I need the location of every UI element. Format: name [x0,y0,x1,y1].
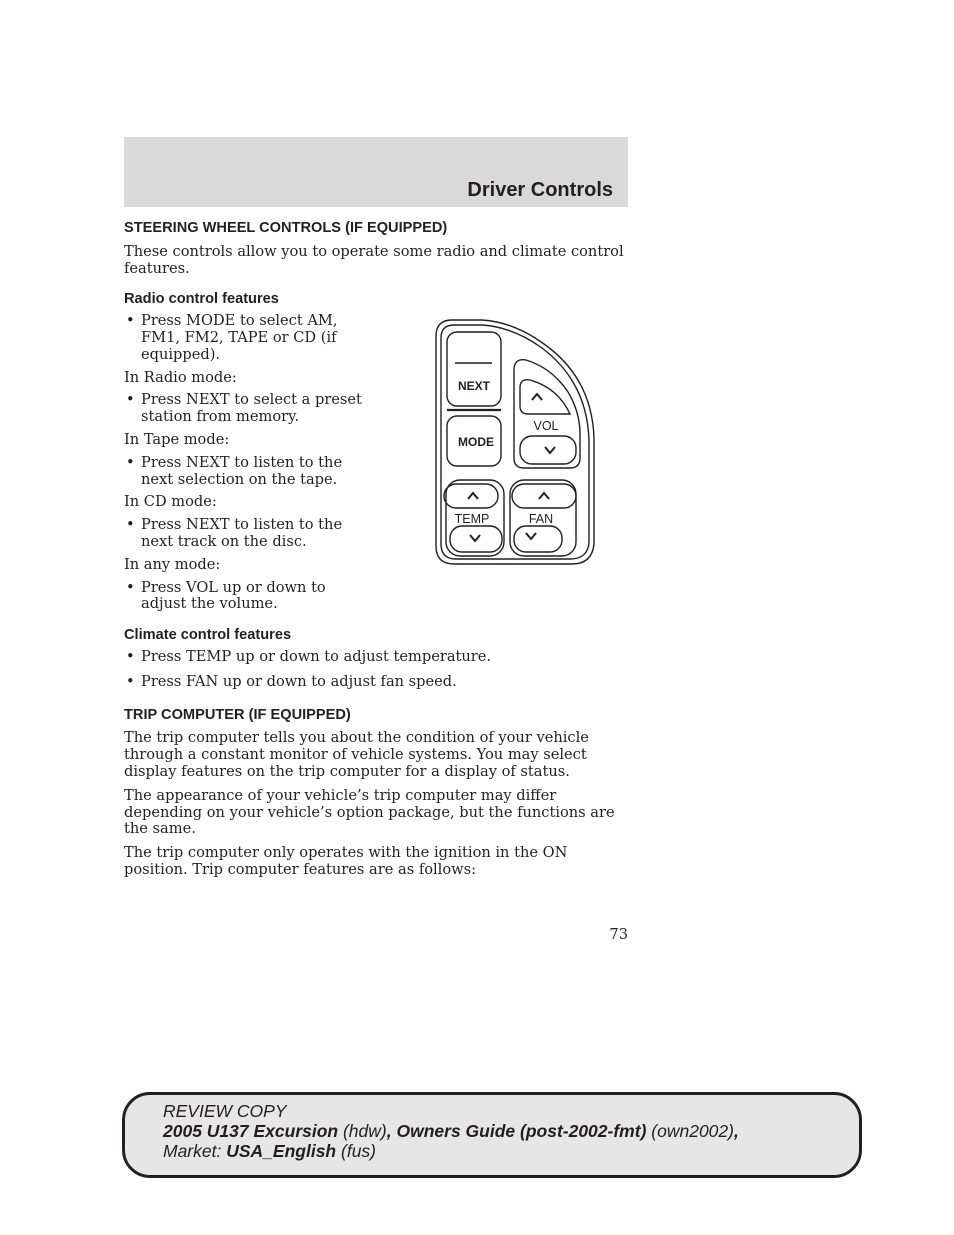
footer-review-copy: REVIEW COPY [163,1101,287,1121]
climate-bullet-fan: • Press FAN up or down to adjust fan speed. [124,674,629,691]
section-title: Driver Controls [467,179,613,201]
fan-down-pad [514,526,562,552]
footer-market-line [163,1141,739,1161]
footer-separator-1: , [386,1121,392,1141]
fan-up-arrow-icon [539,493,549,499]
page-number: 73 [609,926,628,943]
radio-bullet-mode: • Press MODE to select AM, FM1, FM2, TAPE or CD (if equipped). [124,313,374,363]
temp-up-arrow-icon [468,493,478,499]
footer-model: 2005 U137 Excursion [163,1121,339,1141]
temp-down-arrow-icon [470,535,480,541]
mode-button-label: MODE [458,435,494,449]
footer-market-code: (fus) [341,1141,376,1161]
trip-paragraph-2: The appearance of your vehicle’s trip computer may differ depending on your vehicle’s option package, but the functions are the same. [124,786,615,838]
footer-market-label: Market: [163,1141,222,1161]
vol-down-arrow-icon [545,447,555,453]
climate-bullet-temp: • Press TEMP up or down to adjust temperature. [124,649,629,666]
steering-controls-intro: These controls allow you to operate some radio and climate control features. [124,242,624,277]
fan-button-label: FAN [528,512,554,526]
radio-bullet-volume: • Press VOL up or down to adjust the volume. [124,580,374,614]
cd-mode-label: In CD mode: [124,493,217,511]
footer-guide-code: (own2002) [651,1121,734,1141]
footer-separator-2: , [733,1121,739,1141]
footer-model-code: (hdw) [342,1121,387,1141]
footer-text [163,1101,739,1161]
any-mode-label: In any mode: [124,555,221,573]
temp-button-label: TEMP [454,512,490,526]
radio-bullet-next-tape: • Press NEXT to listen to the next selection on the tape. [124,455,374,489]
next-button-shape [447,332,501,406]
footer-market: USA_English [226,1141,337,1161]
radio-features-heading: Radio control features [124,291,279,308]
trip-paragraph-1: The trip computer tells you about the condition of your vehicle through a constant monitor of vehicle systems. You may select display features on the trip computer for a display of status. [124,729,589,780]
radio-mode-label: In Radio mode: [124,368,237,386]
steering-controls-heading: STEERING WHEEL CONTROLS (IF EQUIPPED) [124,220,448,236]
vol-up-arrow-icon [532,394,542,400]
fan-up-pad [512,484,576,508]
trip-paragraph-3: The trip computer only operates with the ignition in the ON position. Trip computer features are as follows: [124,844,568,878]
steering-wheel-controls-diagram [432,318,600,568]
radio-features-list [124,313,374,613]
next-button-label: NEXT [457,379,491,393]
climate-features-heading: Climate control features [124,627,292,644]
radio-bullet-next-cd: • Press NEXT to listen to the next track on the disc. [124,517,374,551]
section-header-band [124,137,628,207]
vol-button-label: VOL [533,419,559,433]
footer-guide: Owners Guide (post-2002-fmt) [396,1121,647,1141]
radio-bullet-next-preset: • Press NEXT to select a preset station from memory. [124,392,374,426]
review-copy-footer [122,1092,862,1178]
tape-mode-label: In Tape mode: [124,430,230,448]
trip-computer-heading: TRIP COMPUTER (IF EQUIPPED) [124,706,351,723]
footer-document-line [163,1121,739,1141]
fan-down-arrow-icon [526,533,536,539]
